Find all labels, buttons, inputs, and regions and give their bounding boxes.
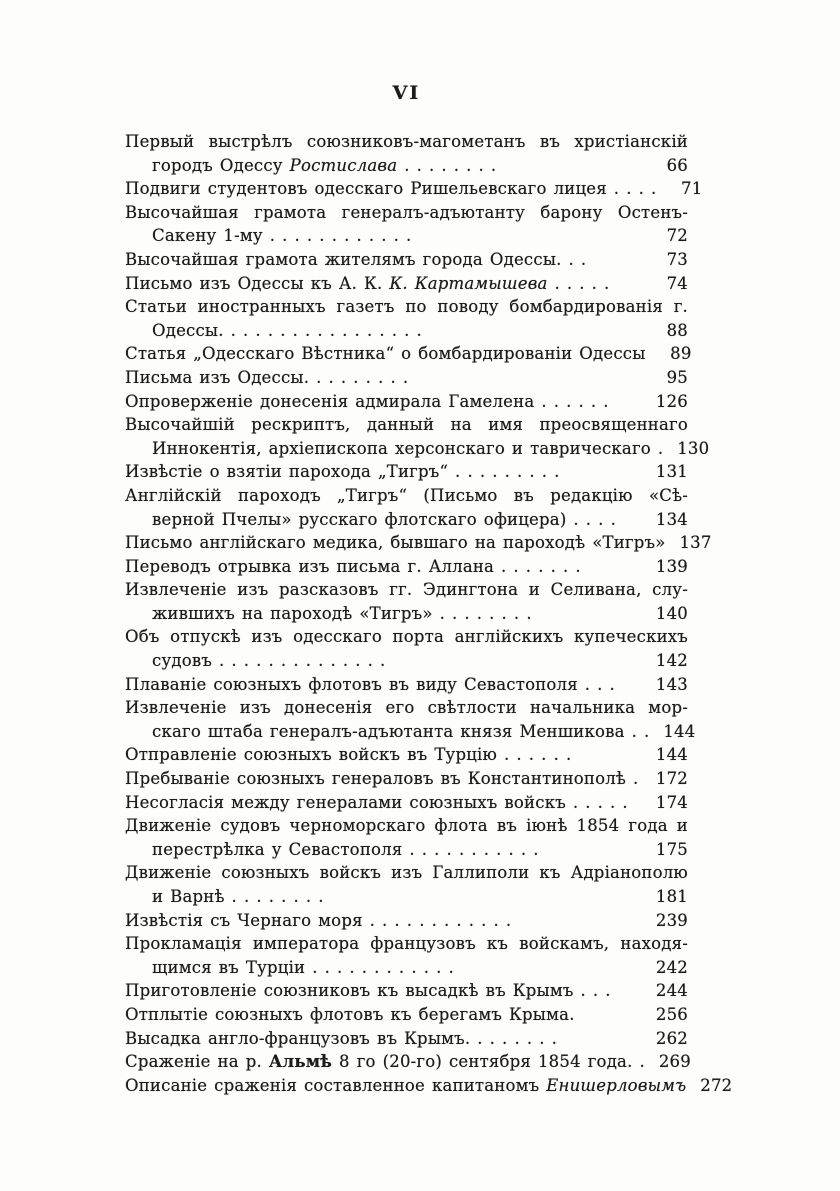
toc-page-number: 143 [655,674,688,694]
toc-line [125,743,688,767]
toc-list [125,130,733,1097]
toc-page-number: 242 [655,957,688,977]
toc-line [125,484,688,508]
toc-entry-text [125,177,656,201]
toc-entry-segment: Движеніе союзныхъ войскъ изъ Галлиполи къ Адріанополю [125,863,688,883]
toc-entry-segment: Опроверженіе донесенія адмирала Гамелена . . . . . . [125,391,609,411]
toc-page-number: 131 [655,462,688,482]
page-folio-roman-numeral: VI [392,82,421,104]
toc-entry-text [125,1050,645,1074]
toc-page-number: 66 [666,155,688,175]
toc-line [125,390,688,414]
toc-entry-segment: Несогласія между генералами союзныхъ войскъ . . . . . [125,792,628,812]
toc-line [125,342,692,366]
toc-entry-segment: Высочайшій рескриптъ, данный на имя преосвященнаго [125,415,688,435]
toc-entry-segment: . . . . . . . . [397,155,497,175]
toc-page-number: 272 [700,1075,733,1095]
toc-line [125,555,688,579]
toc-entry-name-bold: Альмѣ [268,1052,333,1072]
toc-line [125,578,688,602]
toc-page-number: 139 [655,556,688,576]
toc-page-number: 73 [666,249,688,269]
toc-line [125,154,688,178]
toc-line [125,177,703,201]
toc-entry-segment: Объ отпускѣ изъ одесскаго порта англійскихъ купеческихъ [125,627,688,647]
toc-entry-segment: Движеніе судовъ черноморскаго флота въ іюнѣ 1854 года и [125,816,688,836]
toc-entry-segment: Сраженіе на р. [125,1052,269,1072]
toc-entry-text [125,390,642,414]
toc-entry-text [125,885,642,909]
toc-page-number: 134 [655,509,688,529]
toc-entry-segment: Сакену 1-му . . . . . . . . . . . . [152,226,412,246]
toc-entry-segment: Переводъ отрывка изъ письма г. Аллана . . . . . . . [125,556,581,576]
toc-entry-text [125,366,642,390]
toc-entry-segment: жившихъ на пароходѣ «Тигръ» . . . . . . . . [152,603,532,623]
toc-entry-text [125,814,688,838]
toc-line [125,696,688,720]
toc-entry-text [125,720,649,744]
toc-line [125,295,688,319]
toc-entry-text [125,201,688,225]
toc-entry-text [125,673,642,697]
toc-entry-text [125,838,642,862]
toc-entry-text [125,909,642,933]
toc-line [125,319,688,343]
toc-page-number: 89 [670,344,692,364]
toc-line [125,224,688,248]
toc-line [125,956,688,980]
toc-entry-name-italic: К. Картамышева [389,273,548,293]
toc-page-number: 137 [679,533,712,553]
toc-entry-segment: Иннокентія, архіепископа херсонскаго и таврическаго . [152,438,664,458]
toc-entry-segment: Извлеченіе изъ донесенія его свѣтлости начальника мор- [125,698,688,718]
toc-entry-text [125,460,642,484]
toc-line [125,272,688,296]
toc-line [125,861,688,885]
toc-entry-text [125,531,666,555]
toc-line [125,720,696,744]
toc-entry-text [125,602,642,626]
toc-entry-text [125,342,646,366]
toc-entry-segment: щимся въ Турціи . . . . . . . . . . . . [152,957,454,977]
toc-entry-segment: городъ Одессу [152,155,290,175]
toc-entry-text [125,248,642,272]
toc-entry-text [125,956,642,980]
toc-entry-text [125,272,642,296]
toc-entry-segment: Англійскій пароходъ „Тигръ“ (Письмо въ редакцію «Сѣ- [125,485,688,505]
toc-page-number: 144 [655,745,688,765]
toc-page-number: 71 [681,179,703,199]
toc-page-number: 175 [655,839,688,859]
toc-entry-text [125,295,688,319]
toc-page-number: 72 [666,226,688,246]
toc-entry-segment: Пребываніе союзныхъ генераловъ въ Константинополѣ . [125,769,639,789]
toc-entry-segment: Прокламація императора французовъ къ войскамъ, находя- [125,934,688,954]
toc-page-number: 74 [666,273,688,293]
toc-entry-text [125,437,663,461]
toc-page-number: 172 [655,769,688,789]
toc-entry-segment: Плаваніе союзныхъ флотовъ въ виду Севастополя . . . [125,674,616,694]
toc-entry-text [125,649,642,673]
toc-line [125,437,710,461]
toc-entry-segment: Высочайшая грамота генералъ-адъютанту барону Остенъ- [125,202,688,222]
toc-entry-text [125,932,688,956]
toc-line [125,413,688,437]
toc-entry-text [125,484,688,508]
toc-entry-segment: . . . . . [547,273,610,293]
toc-line [125,1003,688,1027]
toc-page-number: 88 [666,320,688,340]
toc-entry-segment: Извѣстія съ Чернаго моря . . . . . . . . . . . . [125,910,512,930]
toc-entry-text [125,1027,642,1051]
toc-page-number: 256 [655,1004,688,1024]
toc-line [125,814,688,838]
toc-entry-text [125,154,642,178]
toc-entry-text [125,743,642,767]
toc-line [125,366,688,390]
toc-entry-text [125,625,688,649]
toc-entry-text [125,1003,642,1027]
toc-page-number: 140 [655,603,688,623]
toc-entry-text [125,508,642,532]
toc-line [125,885,688,909]
toc-entry-text [125,696,688,720]
toc-entry-text [125,791,642,815]
toc-line [125,649,688,673]
toc-entry-text [125,555,642,579]
toc-page-number: 130 [677,438,710,458]
toc-entry-text [125,861,688,885]
toc-entry-name-italic: Енишерловымъ [546,1075,687,1095]
toc-entry-segment: Отплытіе союзныхъ флотовъ къ берегамъ Крыма. [125,1004,575,1024]
toc-line [125,508,688,532]
toc-entry-segment: Извлеченіе изъ разсказовъ гг. Эдингтона и Селивана, слу- [125,580,688,600]
toc-line [125,248,688,272]
toc-page-number: 95 [666,367,688,387]
toc-line [125,130,688,154]
toc-entry-segment: скаго штаба генералъ-адъютанта князя Меншикова . . [152,721,650,741]
toc-entry-segment: Высочайшая грамота жителямъ города Одессы. . . [125,249,587,269]
toc-page-number: 181 [655,887,688,906]
toc-line [125,909,688,933]
toc-entry-name-italic: Ростислава [289,155,398,175]
toc-line [125,838,688,862]
toc-entry-text [125,413,688,437]
toc-line [125,979,688,1003]
toc-page-number: 239 [655,910,688,930]
toc-entry-segment: Письмо изъ Одессы къ А. К. [125,273,390,293]
toc-entry-segment: Извѣстіе о взятіи парохода „Тигръ“ . . . . . . . . . [125,462,560,482]
toc-entry-segment: Письма изъ Одессы. . . . . . . . . [125,367,409,387]
toc-line [125,1074,733,1098]
toc-entry-segment: 8 го (20-го) сентября 1854 года. . [332,1052,645,1072]
toc-line [125,932,688,956]
toc-entry-segment: Описаніе сраженія составленное капитаномъ [125,1075,547,1095]
toc-entry-segment: перестрѣлка у Севастополя . . . . . . . . . . . [152,839,539,859]
toc-line [125,767,688,791]
toc-entry-segment: Статьи иностранныхъ газетъ по поводу бомбардированія г. [125,297,688,317]
toc-page-number: 142 [655,651,688,671]
toc-entry-segment: судовъ . . . . . . . . . . . . . . [152,651,386,671]
toc-entry-segment: Первый выстрѣлъ союзниковъ-магометанъ въ христіанскій [125,132,688,151]
toc-entry-segment: Одессы. . . . . . . . . . . . . . . . . [152,320,422,340]
toc-entry-text [125,224,642,248]
toc-line [125,791,688,815]
toc-entry-text [125,1074,686,1098]
toc-page-number: 262 [655,1028,688,1048]
toc-page-number: 144 [663,721,696,741]
toc-entry-segment: верной Пчелы» русскаго флотскаго офицера) . . . . [152,509,617,529]
toc-line [125,460,688,484]
toc-line [125,602,688,626]
toc-entry-segment: Приготовленіе союзниковъ къ высадкѣ въ Крымъ . . . [125,981,611,1001]
toc-line [125,531,712,555]
toc-entry-segment: Высадка англо-французовъ въ Крымъ. . . . . . . . [125,1028,558,1048]
toc-entry-text [125,319,642,343]
toc-entry-segment: Письмо англійскаго медика, бывшаго на пароходѣ «Тигръ» [125,533,666,553]
toc-entry-segment: Подвиги студентовъ одесскаго Ришельевскаго лицея . . . . [125,179,657,199]
toc-entry-text [125,578,688,602]
toc-line [125,201,688,225]
toc-page-number: 269 [658,1052,691,1072]
toc-line [125,625,688,649]
toc-entry-text [125,767,642,791]
toc-page-number: 244 [655,981,688,1001]
toc-entry-segment: Отправленіе союзныхъ войскъ въ Турцію . . . . . . [125,745,572,765]
toc-entry-text [125,130,688,154]
toc-entry-segment: и Варнѣ . . . . . . . . [152,887,324,906]
toc-line [125,1050,691,1074]
toc-page-number: 126 [655,391,688,411]
toc-line [125,1027,688,1051]
toc-entry-segment: Статья „Одесскаго Вѣстника“ о бомбардированіи Одессы [125,344,646,364]
toc-page-number: 174 [655,792,688,812]
toc-line [125,673,688,697]
toc-entry-text [125,979,642,1003]
